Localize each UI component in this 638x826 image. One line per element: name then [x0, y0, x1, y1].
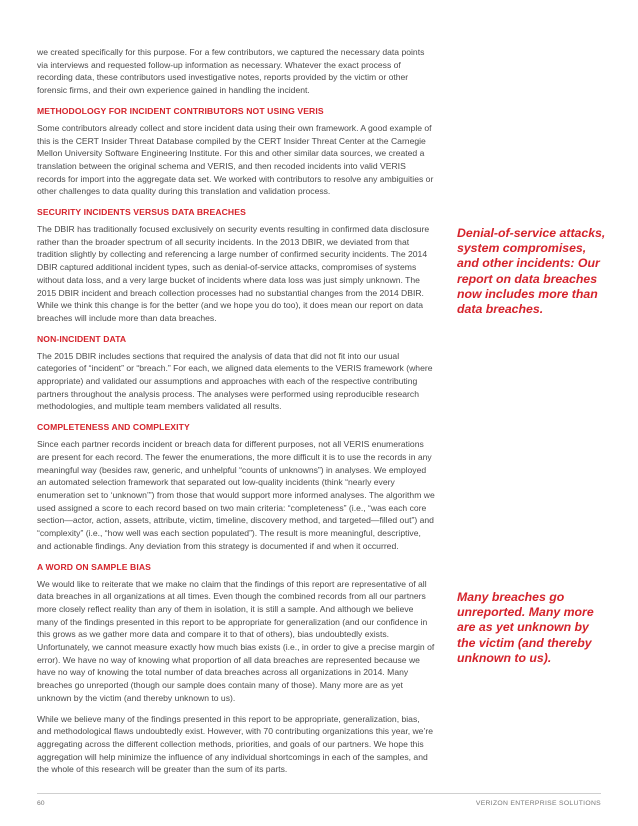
- pull-quote-denial-of-service: Denial-of-service attacks, system compromises, and other incidents: Our report on data breaches now includes more than data breaches.: [457, 226, 606, 317]
- section-paragraph-completeness: Since each partner records incident or breach data for different purposes, not all VERIS enumerations are present for each record. The fewer the enumerations, the more difficult it is to use the records in any meaningful way (besides raw, generic, and unhelpful “counts of unknowns”) in analyses. We employed an automated selection framework that separated out low-quality incidents (think “nearly every enumeration set to ‘unknown’”) from those that would support more informed analyses. The algorithm we used assigned a score to each record based on two main criteria: “completeness” (i.e., “was each core section—actor, action, assets, attribute, victim, timeline, discovery method, and targeted—filled out”) and “complexity” (i.e., “how well was each section populated”). The result is more meaningful, descriptive, and actionable findings. Any deviation from this strategy is documented if and when it occurred.: [37, 439, 435, 551]
- section-heading-completeness: COMPLETENESS AND COMPLEXITY: [37, 422, 190, 433]
- section-paragraph-incidents-vs-breaches: The DBIR has traditionally focused exclusively on security events resulting in confirmed data disclosure rather than the broader spectrum of all security incidents. In the 2013 DBIR, we deviated from that tradition slightly by collecting and referencing a large number of confirmed security incidents. The 2014 DBIR captured additional incident types, such as denial-of-service attacks, compromises of systems without data loss, and a very large bucket of incidents where data loss was just simply unknown. The 2015 DBIR incident and breach collection processes had no substantial changes from the 2014 DBIR. While we think this change is for the better (and we hope you do too), it does mean our report on data breaches will include more than data breaches.: [37, 224, 430, 323]
- pull-quote-unreported-breaches: Many breaches go unreported. Many more are as yet unknown by the victim (and thereby unknown to us).: [457, 590, 594, 665]
- intro-paragraph: we created specifically for this purpose. For a few contributors, we captured the necessary data points via interviews and requested follow-up information as necessary. Whatever the exact process of recording data, these contributors used investigative notes, reports provided by the victim or other forensic firms, and their own experience gained in handling the incident.: [37, 47, 425, 96]
- section-paragraph-non-incident-data: The 2015 DBIR includes sections that required the analysis of data that did not fit into our usual categories of “incident” or “breach.” For each, we aligned data elements to the VERIS framework (where appropriate) and validated our assumptions and approaches with each of the respective contributing partners throughout the analysis process. The analyses were performed using reproducible research methodologies, and multiple team members validated all results.: [37, 350, 433, 412]
- section-heading-sample-bias: A WORD ON SAMPLE BIAS: [37, 561, 151, 572]
- section-paragraph-methodology: Some contributors already collect and store incident data using their own framework. A good example of this is the CERT Insider Threat Database compiled by the CERT Insider Threat Center at the Carnegie Mellon University Software Engineering Institute. For this and other similar data sources, we created a translation between the original schema and VERIS, and then recoded incidents into valid VERIS records for import into the aggregate data set. We worked with contributors to resolve any ambiguities or other challenges to data quality during this translation and validation process.: [37, 122, 434, 197]
- section-paragraph-sample-bias-1: We would like to reiterate that we make no claim that the findings of this report are representative of all data breaches in all organizations at all times. Even though the combined records from all our partners more closely reflect reality than any of them in isolation, it is still a sample. And although we believe many of the findings presented in this report to be appropriate for generalization (and our confidence in this grows as we gather more data and compare it to that of others), bias undoubtedly exists. Unfortunately, we cannot measure exactly how much bias exists (i.e., in order to give a precise margin of error). We have no way of knowing what proportion of all data breaches are represented because we have no way of knowing the total number of data breaches across all organizations in 2014. Many breaches go unreported (though our sample does contain many of those). Many more are as yet unknown by the victim (and thereby unknown to us).: [37, 578, 435, 703]
- page-number: 60: [37, 800, 45, 807]
- footer-divider: [37, 793, 601, 794]
- section-heading-methodology: METHODOLOGY FOR INCIDENT CONTRIBUTORS NOT USING VERIS: [37, 105, 324, 116]
- section-heading-non-incident-data: NON-INCIDENT DATA: [37, 333, 127, 344]
- footer-brand: VERIZON ENTERPRISE SOLUTIONS: [475, 800, 601, 807]
- section-heading-incidents-vs-breaches: SECURITY INCIDENTS VERSUS DATA BREACHES: [37, 207, 246, 218]
- section-paragraph-sample-bias-2: While we believe many of the findings presented in this report to be appropriate, generalization, bias, and methodological flaws undoubtedly exist. However, with 70 contributing organizations this year, we’re aggregating across the different collection methods, priorities, and goals of our partners. We hope this aggregation will help minimize the influence of any individual shortcomings in each of the samples, and the whole of this research will be greater than the sum of its parts.: [37, 713, 434, 775]
- main-column: [37, 46, 435, 784]
